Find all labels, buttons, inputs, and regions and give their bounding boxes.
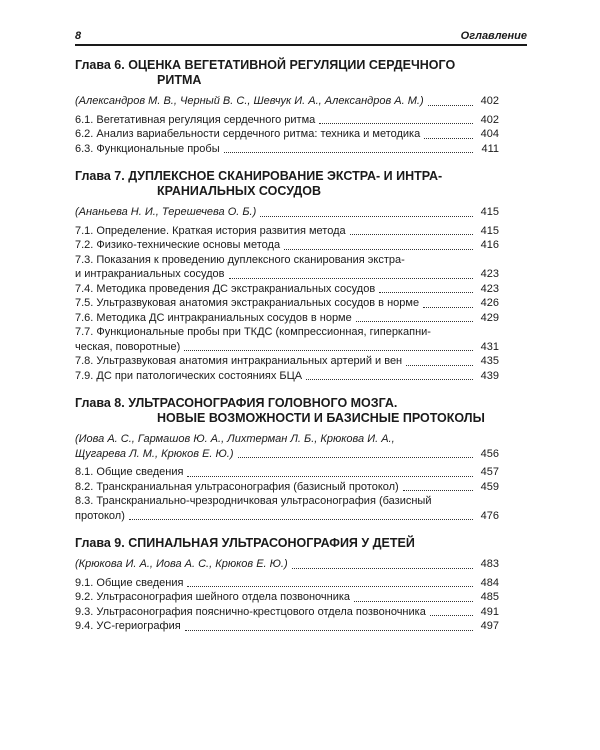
page-ref: 402 xyxy=(480,113,499,126)
authors-line: Щугарева Л. М., Крюков Е. Ю.) xyxy=(75,447,234,460)
dot-leader xyxy=(292,568,473,569)
dot-leader xyxy=(260,216,473,217)
toc-entry[interactable] xyxy=(75,619,499,634)
dot-leader xyxy=(284,249,473,250)
chapter-title-line: Глава 7. ДУПЛЕКСНОЕ СКАНИРОВАНИЕ ЭКСТРА- И ИНТРА- xyxy=(75,169,443,183)
chapter-block xyxy=(75,58,499,156)
toc-entry[interactable] xyxy=(75,311,499,326)
page-ref: 402 xyxy=(480,95,499,107)
page-ref: 435 xyxy=(480,355,499,367)
dot-leader xyxy=(430,615,473,616)
chapter-authors xyxy=(75,205,499,220)
dot-leader xyxy=(306,379,473,380)
toc-entry-label: протокол) xyxy=(75,509,125,522)
page-ref: 459 xyxy=(480,480,499,493)
chapter-title-line: Глава 6. ОЦЕНКА ВЕГЕТАТИВНОЙ РЕГУЛЯЦИИ СЕРДЕЧНОГО xyxy=(75,58,456,72)
toc-entry[interactable] xyxy=(75,253,499,282)
toc-entry-label: 8.2. Транскраниальная ультрасонография (базисный протокол) xyxy=(75,480,399,493)
dot-leader xyxy=(185,630,473,631)
page-ref: 484 xyxy=(480,576,499,589)
toc-entry[interactable] xyxy=(75,480,499,495)
toc-entry[interactable] xyxy=(75,224,499,239)
page-ref: 476 xyxy=(480,509,499,522)
toc-entry-label: 9.3. Ультрасонография пояснично-крестцового отдела позвоночника xyxy=(75,605,426,618)
dot-leader xyxy=(356,321,473,322)
toc-entry-label: 8.3. Транскраниально-чрезродничковая ультрасонография (базисный xyxy=(75,495,432,507)
page-ref: 456 xyxy=(480,447,499,460)
chapter-title-line: РИТМА xyxy=(157,73,202,87)
page-ref: 429 xyxy=(480,311,499,324)
dot-leader xyxy=(319,123,473,124)
toc-entry-label: 6.1. Вегетативная регуляция сердечного ритма xyxy=(75,113,316,126)
dot-leader xyxy=(428,105,473,106)
dot-leader xyxy=(423,307,473,308)
page-ref: 415 xyxy=(480,224,499,237)
dot-leader xyxy=(379,292,473,293)
toc-entry[interactable] xyxy=(75,127,499,142)
dot-leader xyxy=(354,601,473,602)
chapter-block xyxy=(75,536,499,634)
dot-leader xyxy=(129,519,473,520)
toc-entry-label: 6.2. Анализ вариабельности сердечного ритма: техника и методика xyxy=(75,128,421,140)
page-header xyxy=(75,24,527,46)
page-ref: 404 xyxy=(480,128,499,140)
chapter-block xyxy=(75,169,499,383)
toc-entry-label: 7.3. Показания к проведению дуплексного сканирования экстра- xyxy=(75,253,405,266)
dot-leader xyxy=(424,138,473,139)
chapter-title xyxy=(75,58,499,88)
authors-line: (Крюкова И. А., Иова А. С., Крюков Е. Ю.) xyxy=(75,558,288,570)
chapter-title-line: КРАНИАЛЬНЫХ СОСУДОВ xyxy=(157,184,322,198)
toc-entry[interactable] xyxy=(75,605,499,620)
toc-entry[interactable] xyxy=(75,238,499,253)
chapter-title xyxy=(75,536,499,551)
chapter-block xyxy=(75,396,499,523)
toc-entry-label: и интракраниальных сосудов xyxy=(75,268,225,280)
toc-entry[interactable] xyxy=(75,369,499,384)
page-ref: 416 xyxy=(480,239,499,251)
page-ref: 415 xyxy=(480,206,499,218)
chapter-title-line: Глава 8. УЛЬТРАСОНОГРАФИЯ ГОЛОВНОГО МОЗГА. xyxy=(75,396,398,410)
authors-line: (Александров М. В., Черный В. С., Шевчук И. А., Александров А. М.) xyxy=(75,95,424,107)
page-ref: 411 xyxy=(481,142,499,155)
toc-entry[interactable] xyxy=(75,576,499,591)
toc-entry-label: 7.8. Ультразвуковая анатомия интракраниальных артерий и вен xyxy=(75,355,403,367)
dot-leader xyxy=(238,457,474,458)
chapter-title-line: НОВЫЕ ВОЗМОЖНОСТИ И БАЗИСНЫЕ ПРОТОКОЛЫ xyxy=(157,411,485,425)
toc-entry[interactable] xyxy=(75,465,499,480)
page-ref: 439 xyxy=(480,369,499,382)
toc-entry[interactable] xyxy=(75,113,499,128)
page-ref: 491 xyxy=(480,605,499,618)
toc-entry[interactable] xyxy=(75,354,499,369)
toc-entry[interactable] xyxy=(75,282,499,297)
page-ref: 483 xyxy=(480,558,499,570)
toc-entry-label: 7.5. Ультразвуковая анатомия экстракраниальных сосудов в норме xyxy=(75,297,420,309)
page-ref: 485 xyxy=(480,591,499,603)
page-ref: 457 xyxy=(480,466,499,478)
toc-entry-label: 7.9. ДС при патологических состояниях БЦА xyxy=(75,369,303,382)
chapter-authors xyxy=(75,557,499,572)
toc-entry[interactable] xyxy=(75,296,499,311)
toc-entry-label: 8.1. Общие сведения xyxy=(75,466,184,478)
dot-leader xyxy=(229,278,473,279)
chapter-title xyxy=(75,169,499,199)
toc-entry-label: 9.1. Общие сведения xyxy=(75,576,184,589)
toc-entry-label: 6.3. Функциональные пробы xyxy=(75,142,220,155)
running-section-title: Оглавление xyxy=(460,30,527,42)
toc-entry-label: 7.1. Определение. Краткая история развития метода xyxy=(75,224,346,237)
dot-leader xyxy=(403,490,473,491)
toc-entry-label: 9.2. Ультрасонография шейного отдела позвоночника xyxy=(75,591,351,603)
table-of-contents xyxy=(75,58,499,647)
chapter-authors xyxy=(75,94,499,109)
dot-leader xyxy=(187,586,473,587)
dot-leader xyxy=(187,476,473,477)
toc-entry-label: 7.7. Функциональные пробы при ТКДС (компрессионная, гиперкапни- xyxy=(75,326,431,338)
page-number: 8 xyxy=(75,30,82,42)
dot-leader xyxy=(350,234,473,235)
toc-entry[interactable] xyxy=(75,590,499,605)
page-ref: 497 xyxy=(480,620,499,632)
toc-entry[interactable] xyxy=(75,142,499,157)
chapter-authors xyxy=(75,432,499,461)
toc-entry-label: 7.2. Физико-технические основы метода xyxy=(75,239,281,251)
dot-leader xyxy=(406,365,473,366)
authors-line: (Ананьева Н. И., Терешечева О. Б.) xyxy=(75,206,257,218)
chapter-title-line: Глава 9. СПИНАЛЬНАЯ УЛЬТРАСОНОГРАФИЯ У ДЕТЕЙ xyxy=(75,536,415,550)
page-ref: 423 xyxy=(480,282,499,295)
dot-leader xyxy=(224,152,473,153)
authors-line: (Иова А. С., Гармашов Ю. А., Лихтерман Л. Б., Крюкова И. А., xyxy=(75,433,395,445)
toc-entry-label: ческая, поворотные) xyxy=(75,340,181,353)
toc-entry-label: 9.4. УС-гериография xyxy=(75,620,181,632)
toc-entry[interactable] xyxy=(75,325,499,354)
page-ref: 431 xyxy=(480,340,499,353)
chapter-title xyxy=(75,396,499,426)
toc-entry[interactable] xyxy=(75,494,499,523)
toc-entry-label: 7.6. Методика ДС интракраниальных сосудов в норме xyxy=(75,311,352,324)
dot-leader xyxy=(184,350,473,351)
toc-entry-label: 7.4. Методика проведения ДС экстракраниальных сосудов xyxy=(75,282,376,295)
page-ref: 426 xyxy=(480,297,499,309)
page-ref: 423 xyxy=(480,268,499,280)
